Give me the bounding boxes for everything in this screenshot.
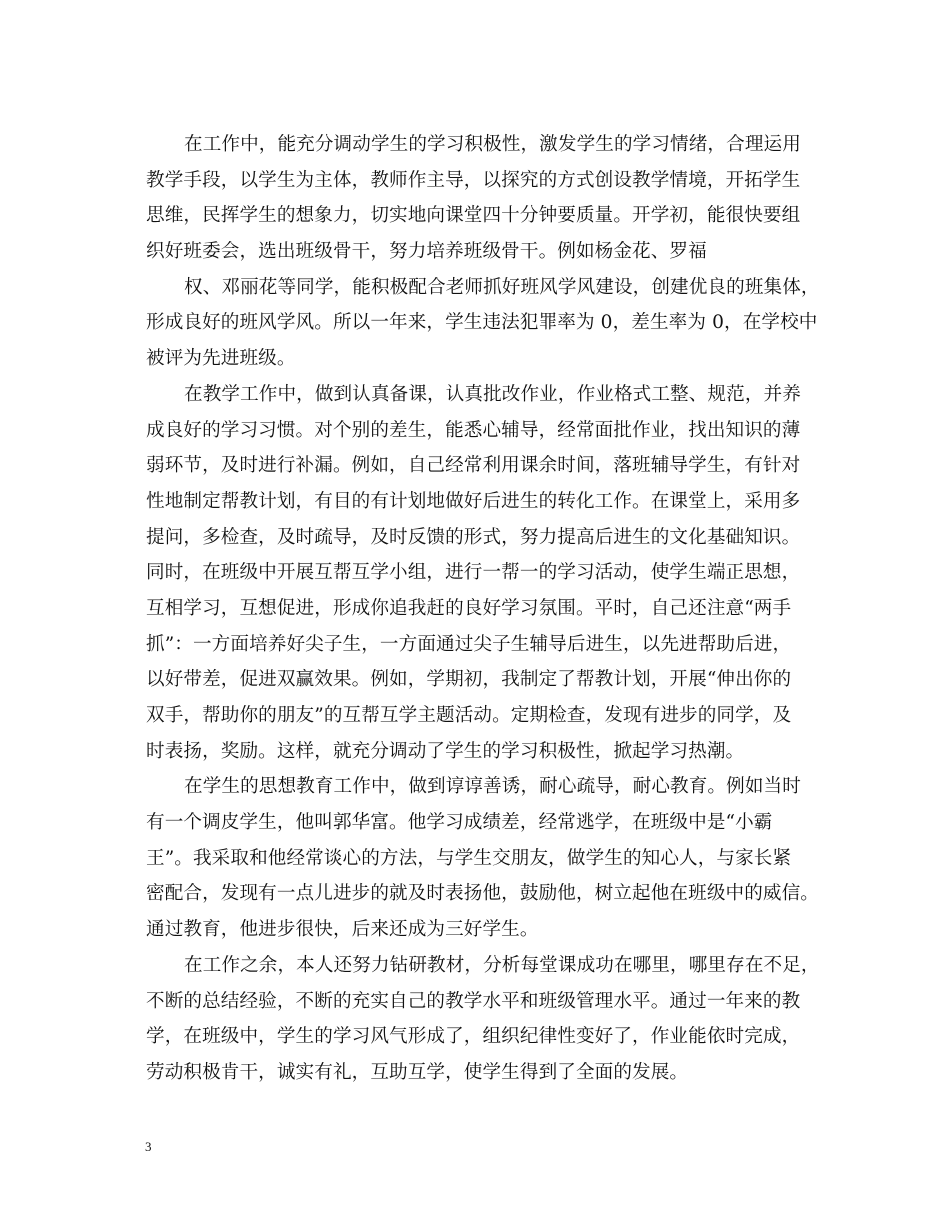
paragraph-line: 抓”：一方面培养好尖子生，一方面通过尖子生辅导后进生，以先进帮助后进， [146,633,792,655]
paragraph-line: 在工作中，能充分调动学生的学习积极性，激发学生的学习情绪，合理运用 [184,134,801,155]
paragraph-line: 弱环节，及时进行补漏。例如，自己经常利用课余时间，落班辅导学生，有针对 [146,455,801,477]
paragraph-line: 成良好的学习习惯。对个别的差生，能悉心辅导，经常面批作业，找出知识的薄 [146,419,801,441]
paragraph-line: 密配合，发现有一点儿进步的就及时表扬他，鼓励他，树立起他在班级中的威信。 [146,883,819,905]
paragraph-line: 互相学习，互想促进，形成你追我赶的良好学习氛围。平时，自己还注意“两手 [146,597,792,619]
page-number: 3 [145,1139,152,1154]
paragraph-line: 思维，民挥学生的想象力，切实地向课堂四十分钟要质量。开学初，能很快要组 [146,205,801,227]
paragraph-line: 在教学工作中，做到认真备课，认真批改作业，作业格式工整、规范，并养 [184,383,801,405]
paragraph-line: 织好班委会，选出班级骨干，努力培养班级骨干。例如杨金花、罗福 [146,241,707,263]
paragraph-line: 劳动积极肯干，诚实有礼，互助互学，使学生得到了全面的发展。 [146,1061,689,1083]
paragraph-line: 不断的总结经验，不断的充实自己的教学水平和班级管理水平。通过一年来的教 [146,990,801,1012]
paragraph-line: 学，在班级中，学生的学习风气形成了，组织纪律性变好了，作业能依时完成， [146,1026,801,1048]
paragraph-line: 性地制定帮教计划，有目的有计划地做好后进生的转化工作。在课堂上，采用多 [146,490,801,512]
paragraph-line: 王”。我采取和他经常谈心的方法，与学生交朋友，做学生的知心人，与家长紧 [146,847,792,869]
paragraph-line: 权、邓丽花等同学，能积极配合老师抓好班风学风建设，创建优良的班集体， [184,276,820,298]
paragraph-line: 被评为先进班级。 [146,348,296,370]
paragraph-line: 双手，帮助你的朋友”的互帮互学主题活动。定期检查，发现有进步的同学，及 [146,705,792,726]
paragraph-line: 同时，在班级中开展互帮互学小组，进行一帮一的学习活动，使学生端正思想， [146,562,801,584]
paragraph-line: 在学生的思想教育工作中，做到谆谆善诱，耐心疏导，耐心教育。例如当时 [184,776,801,798]
paragraph-line: 有一个调皮学生，他叫郭华富。他学习成绩差，经常逃学，在班级中是“小霸 [146,812,773,834]
paragraph-line: 教学手段，以学生为主体，教师作主导，以探究的方式创设教学情境，开拓学生 [146,169,801,191]
paragraph-line: 通过教育，他进步很快，后来还成为三好学生。 [146,919,539,941]
body-text [146,127,820,1091]
paragraph-line: 时表扬，奖励。这样，就充分调动了学生的学习积极性，掀起学习热潮。 [146,740,745,762]
paragraph-line: 提问，多检查，及时疏导，及时反馈的形式，努力提高后进生的文化基础知识。 [146,526,801,548]
paragraph-line: 在工作之余，本人还努力钻研教材，分析每堂课成功在哪里，哪里存在不足， [184,954,820,976]
paragraph-line: 形成良好的班风学风。所以一年来，学生违法犯罪率为 0，差生率为 0，在学校中 [146,312,818,334]
paragraph-line: 以好带差，促进双赢效果。例如，学期初，我制定了帮教计划，开展“伸出你的 [146,669,792,691]
